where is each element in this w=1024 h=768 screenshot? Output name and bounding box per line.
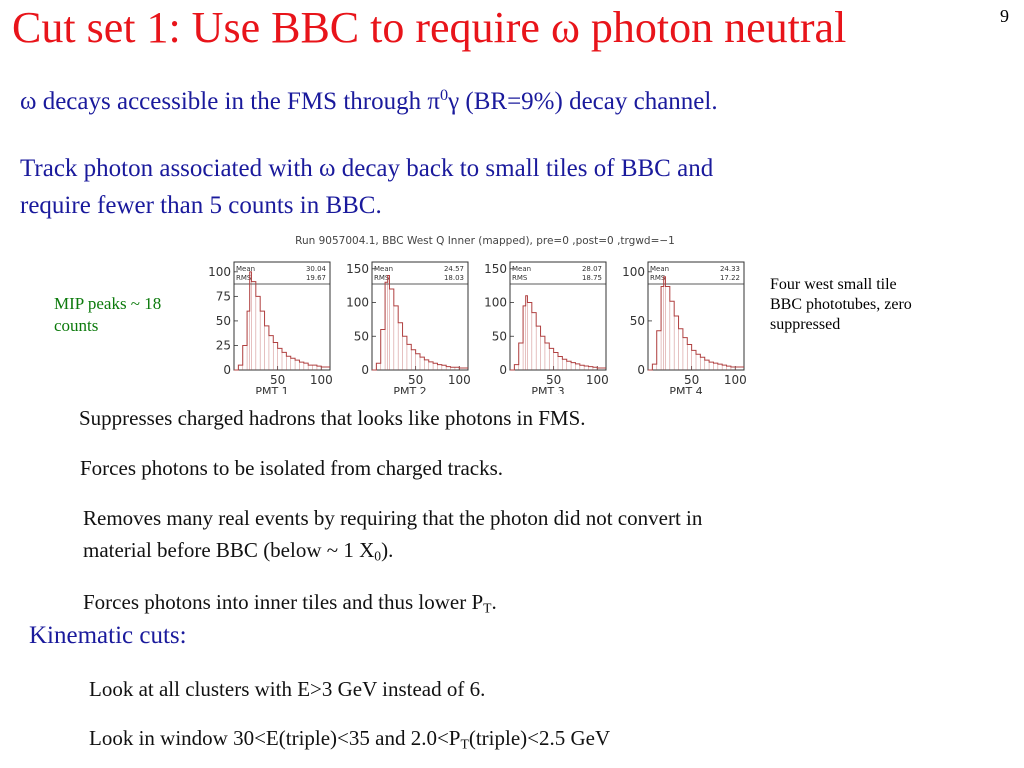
x-tick-label: 50	[407, 373, 424, 387]
stats-label: Mean	[650, 265, 670, 273]
pmt-annotation: Four west small tile BBC phototubes, zero suppressed	[770, 276, 912, 333]
x-tick-label: 50	[269, 373, 286, 387]
intro-line-1-b: γ (BR=9%) decay channel.	[448, 87, 718, 115]
intro-line-1-a: ω decays accessible in the FMS through π	[20, 87, 440, 115]
x-tick-label: 100	[309, 373, 333, 387]
bullet-conversion-line-2	[83, 538, 393, 564]
x-tick-label: 50	[545, 373, 562, 387]
stats-label: Mean	[236, 265, 256, 273]
y-tick-label: 50	[629, 313, 645, 328]
intro-line-2: Track photon associated with ω decay back to small tiles of BBC and	[20, 155, 714, 182]
bullet-inner-tiles	[83, 590, 497, 616]
y-tick-label: 50	[353, 329, 369, 344]
y-tick-label: 0	[361, 363, 369, 377]
histogram-panel-1	[208, 262, 333, 394]
kinematic-cut-window-a: Look in window 30<E(triple)<35 and 2.0<P	[89, 726, 461, 750]
y-tick-label: 0	[499, 363, 507, 377]
y-tick-label: 50	[491, 329, 507, 344]
bullet-inner-tiles-a: Forces photons into inner tiles and thus lower P	[83, 590, 484, 614]
stats-value: 18.75	[581, 274, 602, 282]
kinematic-cut-window	[89, 726, 610, 752]
stats-label: RMS	[512, 274, 528, 282]
histogram-panel-2	[346, 262, 471, 394]
histogram-panel-3	[484, 262, 609, 394]
stats-label: RMS	[650, 274, 666, 282]
stats-value: 24.33	[719, 265, 740, 273]
y-tick-label: 150	[346, 261, 369, 276]
y-tick-label: 50	[215, 313, 231, 328]
stats-label: Mean	[512, 265, 532, 273]
bullet-conversion-sub: 0	[374, 548, 382, 564]
stats-label: RMS	[236, 274, 252, 282]
y-tick-label: 100	[622, 264, 645, 279]
intro-line-1-sup: 0	[439, 86, 449, 104]
stats-value: 18.03	[443, 274, 464, 282]
bullet-isolation: Forces photons to be isolated from charged tracks.	[80, 456, 504, 480]
x-axis-label: PMT 3	[531, 385, 565, 394]
bullet-suppress-hadrons: Suppresses charged hadrons that looks like photons in FMS.	[79, 406, 586, 430]
x-tick-label: 100	[585, 373, 609, 387]
x-tick-label: 100	[723, 373, 747, 387]
bullet-conversion-line-1: Removes many real events by requiring that the photon did not convert in	[83, 506, 703, 530]
stats-value: 17.22	[719, 274, 740, 282]
histogram-panel-4	[622, 262, 747, 394]
plot-title: Run 9057004.1, BBC West Q Inner (mapped), pre=0 ,post=0 ,trgwd=−1	[295, 235, 675, 247]
kinematic-cut-window-sub: T	[460, 736, 469, 752]
kinematic-cut-window-b: (triple)<2.5 GeV	[468, 726, 611, 750]
kinematic-heading: Kinematic cuts:	[29, 622, 187, 649]
stats-value: 28.07	[581, 265, 602, 273]
x-axis-label: PMT 2	[393, 385, 427, 394]
bullet-inner-tiles-sub: T	[483, 600, 492, 616]
stats-label: RMS	[374, 274, 390, 282]
bullet-conversion-line-2-a: material before BBC (below ~ 1 X	[83, 538, 375, 562]
y-tick-label: 150	[484, 261, 507, 276]
stats-label: Mean	[374, 265, 394, 273]
bullet-inner-tiles-b: .	[491, 590, 497, 614]
intro-line-3: require fewer than 5 counts in BBC.	[20, 192, 382, 219]
y-tick-label: 75	[215, 289, 231, 304]
histogram-panels	[208, 262, 747, 394]
y-tick-label: 0	[637, 363, 645, 377]
kinematic-cut-energy: Look at all clusters with E>3 GeV instead of 6.	[89, 677, 486, 701]
x-tick-label: 50	[683, 373, 700, 387]
y-tick-label: 100	[208, 264, 231, 279]
slide-title: Cut set 1: Use BBC to require ω photon neutral	[12, 3, 847, 52]
y-tick-label: 25	[215, 338, 231, 353]
bbc-histogram-figure	[200, 232, 765, 394]
x-axis-label: PMT 1	[255, 385, 289, 394]
mip-annotation: MIP peaks ~ 18 counts	[54, 294, 162, 336]
intro-line-1	[20, 86, 718, 116]
y-tick-label: 100	[484, 295, 507, 310]
x-tick-label: 100	[447, 373, 471, 387]
stats-value: 24.57	[443, 265, 464, 273]
page-number: 9	[1000, 6, 1009, 26]
y-tick-label: 100	[346, 295, 369, 310]
stats-value: 19.67	[305, 274, 326, 282]
bullet-conversion-line-2-b: ).	[381, 538, 394, 562]
x-axis-label: PMT 4	[669, 385, 703, 394]
y-tick-label: 0	[223, 363, 231, 377]
stats-value: 30.04	[305, 265, 326, 273]
